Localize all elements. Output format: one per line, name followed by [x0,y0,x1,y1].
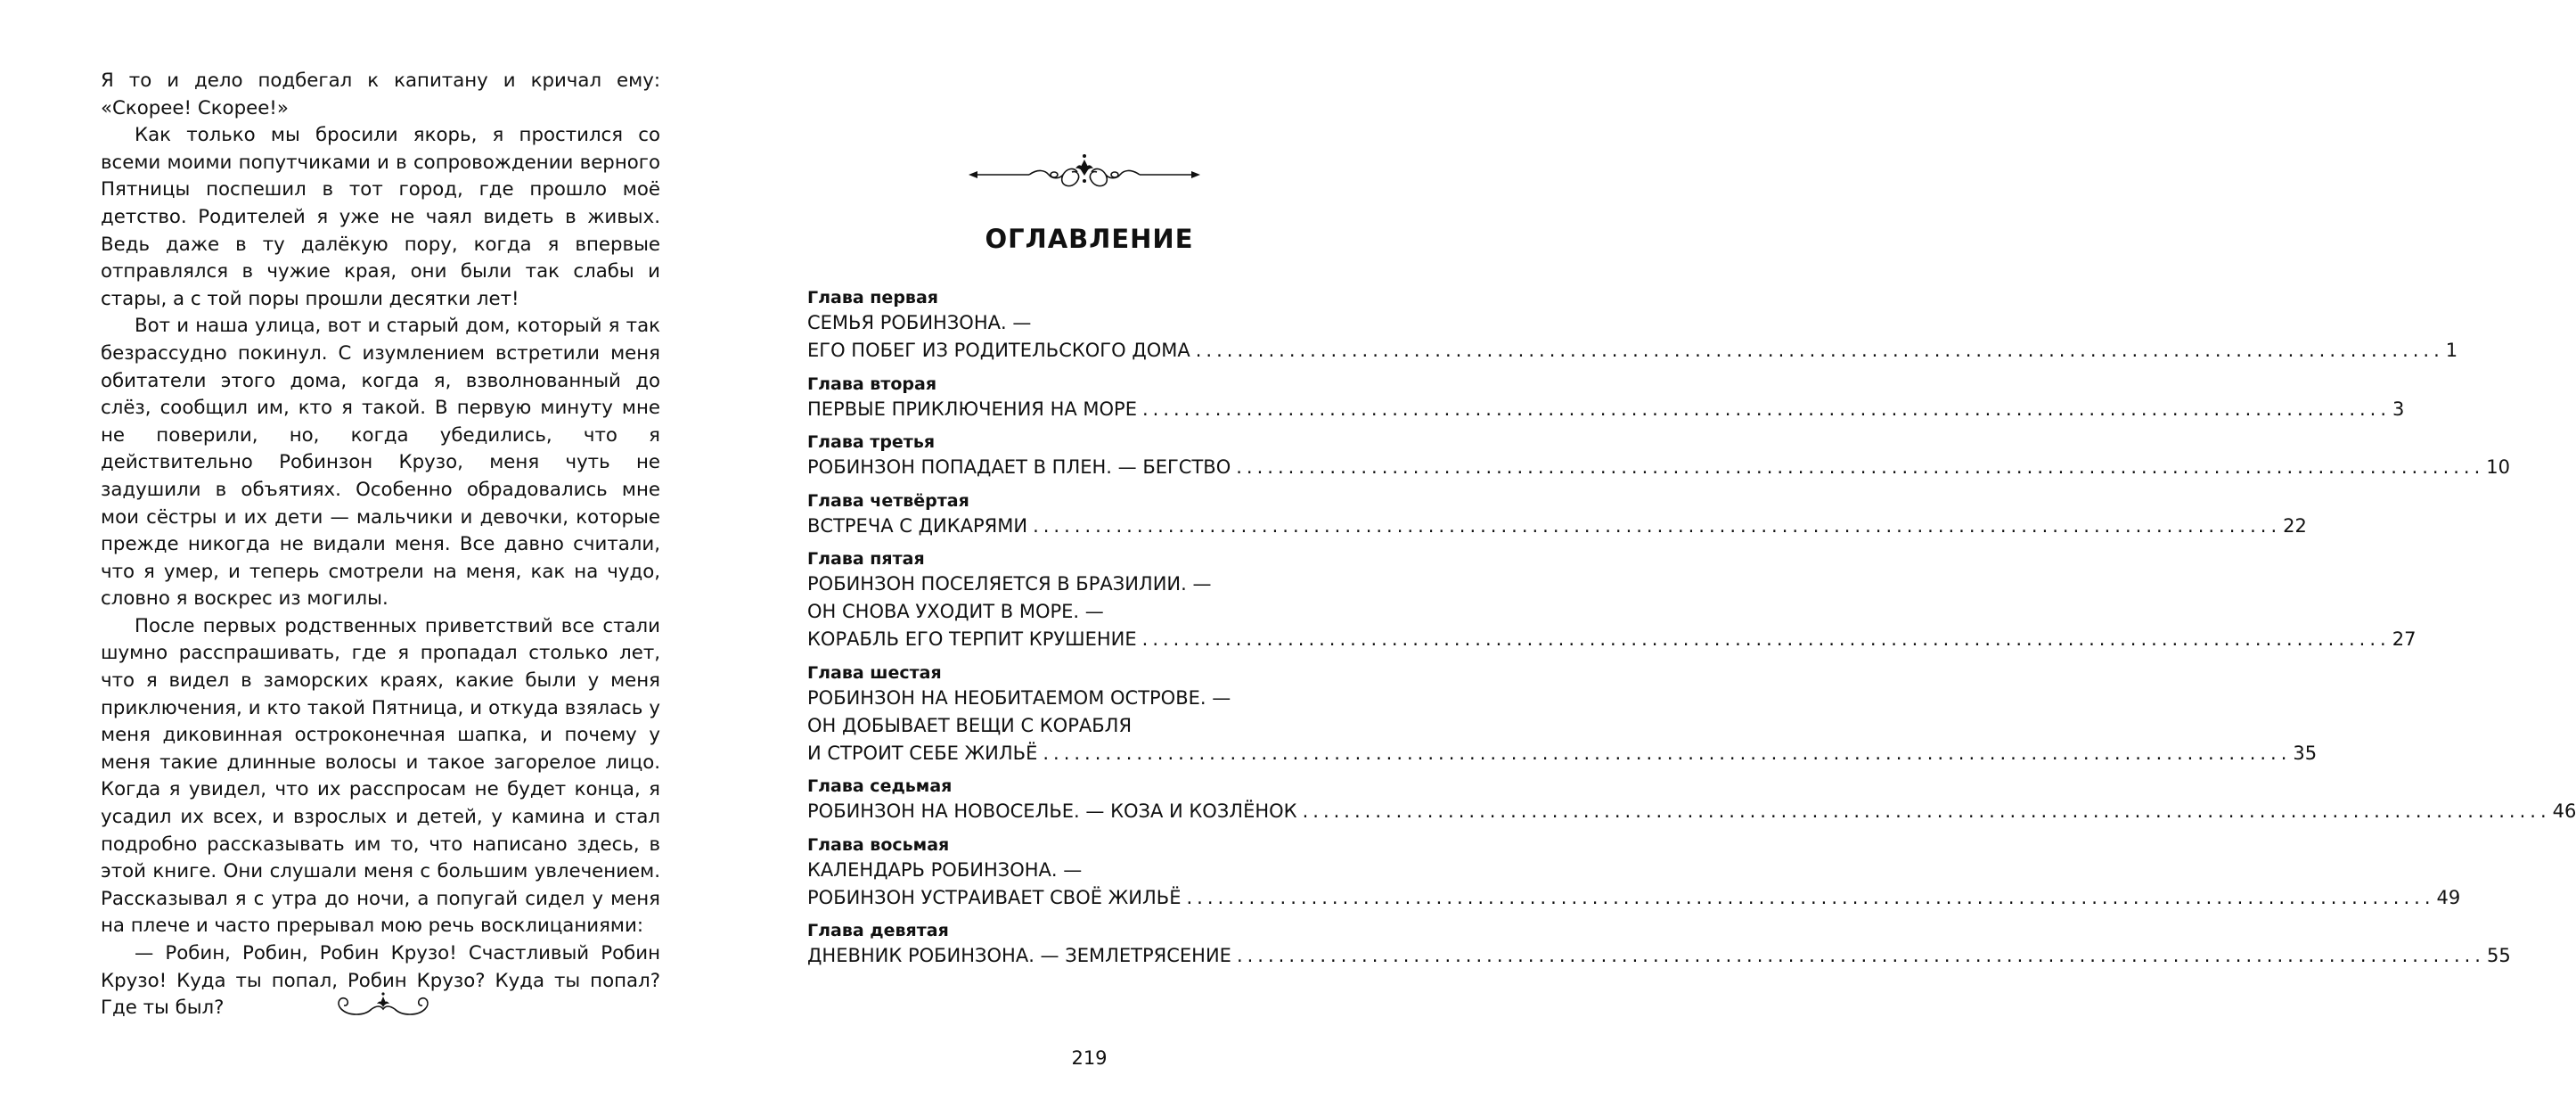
chapter-label: Глава восьмая [807,834,950,855]
chapter-title-line: СЕМЬЯ РОБИНЗОНА. — [807,312,1032,333]
toc-last-line [807,884,2461,912]
toc-entry [807,547,2417,653]
chapter-title-line: РОБИНЗОН НА НЕОБИТАЕМОМ ОСТРОВЕ. — [807,686,1231,709]
toc-last-line [807,798,2576,825]
chapter-title-line: И СТРОИТ СЕБЕ ЖИЛЬЁ [807,742,1038,764]
page-ref: 22 [2283,514,2307,537]
chapter-title-line: РОБИНЗОН НА НОВОСЕЛЬЕ. — КОЗА И КОЗЛЁНОК [807,800,1297,822]
paragraph: После первых родственных приветствий все стали шумно расспрашивать, где я пропадал столько лет, что я видел в заморских краях, какие были у меня приключения, и кто такой Пятница, и откуда взялась у меня диковинная остроконечная шапка, и почему у меня такие длинные волосы и такое загорелое лицо. Когда я увидел, что их расспросам не будет конца, я усадил их всех, и взрослых и детей, у камина и стал подробно рассказывать им то, что написано здесь, в этой книге. Они слушали меня с большим увлечением. Рассказывал я с утра до ночи, а попугай сидел у меня на плече и часто прерывал мою речь восклицаниями: [101,614,660,938]
toc-last-line [807,513,2307,540]
dot-leader: ........................................................................................................................ [1302,800,2551,822]
body-text [101,68,660,1022]
dot-leader: ........................................................................................................................ [1141,628,2391,650]
page-ref: 1 [2445,340,2458,361]
table-of-contents [807,286,2576,978]
chapter-title-line: КАЛЕНДАРЬ РОБИНЗОНА. — [807,858,1083,881]
chapter-title-line: ПЕРВЫЕ ПРИКЛЮЧЕНИЯ НА МОРЕ [807,398,1137,420]
right-page [726,0,2576,1116]
dot-leader: ........................................................................................................................ [1033,514,2282,537]
page-ref: 55 [2486,945,2511,966]
dot-leader: ........................................................................................................................ [1236,456,2485,478]
chapter-label: Глава девятая [807,921,949,940]
toc-last-line [807,337,2458,365]
toc-entry [807,661,2318,767]
page-ref: 3 [2392,398,2405,420]
left-page [0,0,726,1116]
chapter-label: Глава седьмая [807,776,953,796]
dot-leader: ........................................................................................................................ [1236,945,2485,966]
chapter-title-line: РОБИНЗОН УСТРАИВАЕТ СВОЁ ЖИЛЬЁ [807,886,1182,908]
toc-entry [807,286,2458,365]
flourish-divider-icon [967,147,1202,199]
toc-last-line [807,740,2318,767]
toc-entry [807,431,2511,481]
chapter-title-line: ОН СНОВА УХОДИТ В МОРЕ. — [807,601,1104,622]
page-ref: 10 [2486,456,2511,478]
page-ref: 46 [2552,800,2576,822]
chapter-label: Глава третья [807,432,936,452]
toc-title: ОГЛАВЛЕНИЕ [985,224,1194,254]
chapter-title-line: ВСТРЕЧА С ДИКАРЯМИ [807,514,1028,537]
chapter-label: Глава четвёртая [807,490,969,511]
chapter-title-line: ОН ДОБЫВАЕТ ВЕЩИ С КОРАБЛЯ [807,714,1133,736]
small-flourish-icon [332,989,434,1020]
chapter-label: Глава вторая [807,373,937,394]
dot-leader: ........................................................................................................................ [1186,886,2435,908]
page-ref: 49 [2436,886,2461,908]
toc-last-line [807,626,2417,653]
page-ref: 35 [2293,742,2318,764]
chapter-title-line: РОБИНЗОН ПОПАДАЕТ В ПЛЕН. — БЕГСТВО [807,456,1231,478]
toc-entry [807,775,2576,825]
toc-entry [807,833,2461,912]
paragraph: Вот и наша улица, вот и старый дом, который я так безрассудно покинул. С изумлением встретили меня обитатели этого дома, когда я, взволнованный до слёз, сообщил им, кто я такой. В первую минуту мне не поверили, но, когда убедились, что я действительно Робинзон Крузо, меня чуть не задушили в объятиях. Особенно обрадовались мне мои сёстры и их дети — мальчики и девочки, которые прежде никогда не видали меня. Все давно считали, что я умер, и теперь смотрели на меня, как на чудо, словно я воскрес из могилы. [101,315,660,611]
dot-leader: ........................................................................................................................ [1141,398,2392,420]
chapter-title-line: ЕГО ПОБЕГ ИЗ РОДИТЕЛЬСКОГО ДОМА [807,340,1190,361]
chapter-title-line: РОБИНЗОН ПОСЕЛЯЕТСЯ В БРАЗИЛИИ. — [807,573,1212,595]
chapter-label: Глава первая [807,288,938,308]
chapter-label: Глава пятая [807,549,925,569]
paragraph: Я то и дело подбегал к капитану и кричал ему: «Скорее! Скорее!» [101,70,660,119]
paragraph: Как только мы бросили якорь, я простился со всеми моими попутчиками и в сопровождении верного Пятницы поспешил в тот город, где прошло моё детство. Родителей я уже не чаял видеть в живых. Ведь даже в ту далёкую пору, когда я впервые отправлялся в чужие края, они были так слабы и стары, а с той поры прошли десятки лет! [101,124,660,310]
toc-entry [807,919,2511,970]
toc-entry [807,489,2307,540]
chapter-label: Глава шестая [807,662,942,683]
toc-entry [807,373,2405,423]
toc-last-line [807,396,2405,423]
page-number: 219 [1071,1047,1108,1069]
chapter-title-line: КОРАБЛЬ ЕГО ТЕРПИТ КРУШЕНИЕ [807,628,1137,650]
dot-leader: ........................................................................................................................ [1195,340,2444,361]
page-ref: 27 [2392,628,2417,650]
paragraph: — Робин, Робин, Робин Крузо! Счастливый Робин Крузо! Куда ты попал, Робин Крузо? Куда ты попал? Где ты был? [101,942,660,1020]
toc-last-line [807,942,2511,970]
toc-last-line [807,454,2511,481]
dot-leader: ........................................................................................................................ [1043,742,2292,764]
chapter-title-line: ДНЕВНИК РОБИНЗОНА. — ЗЕМЛЕТРЯСЕНИЕ [807,945,1231,966]
